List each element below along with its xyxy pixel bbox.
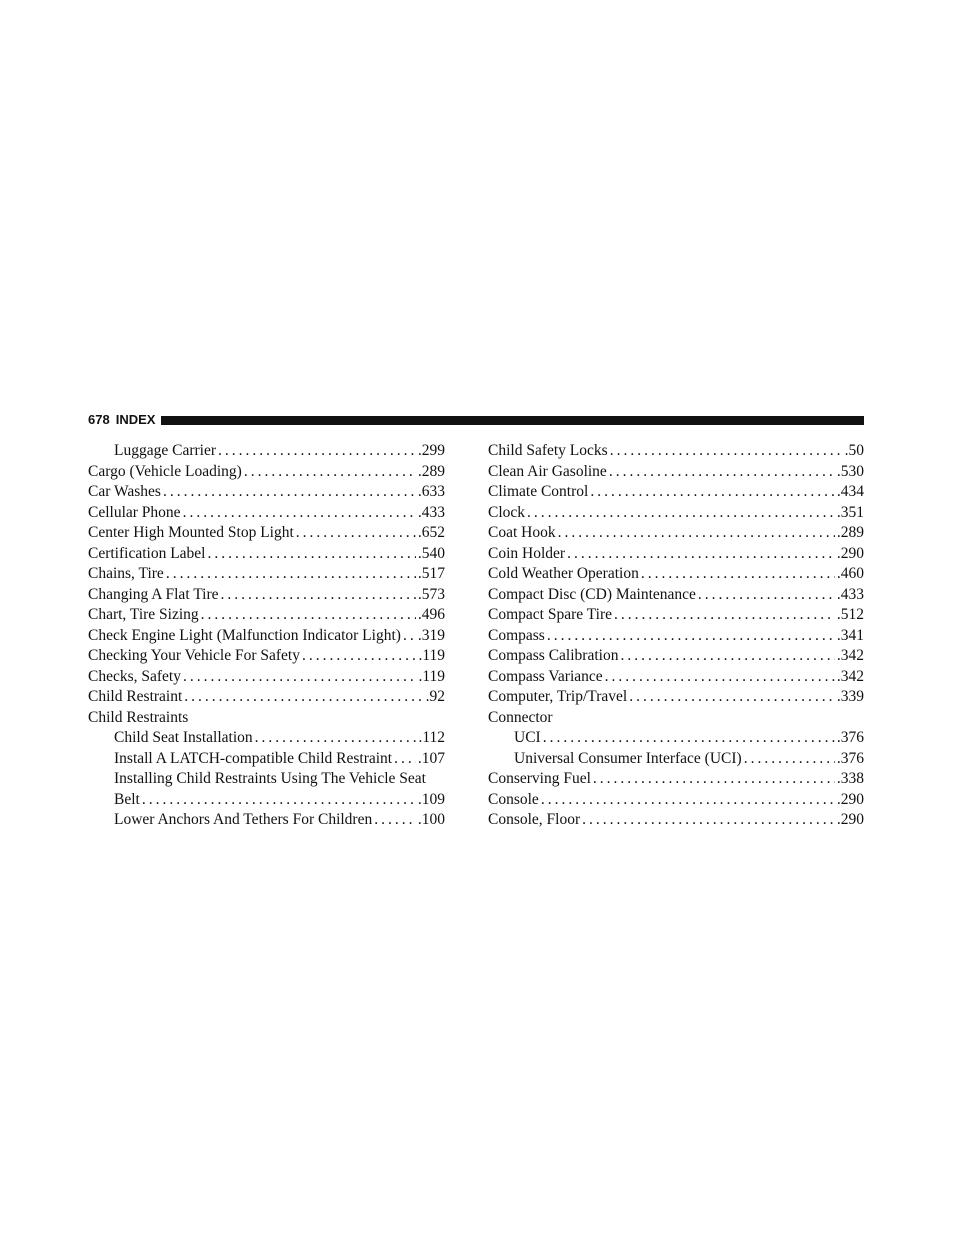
index-entry bbox=[88, 605, 445, 626]
index-entry bbox=[488, 462, 864, 483]
section-title: INDEX bbox=[115, 412, 156, 427]
dot-leader bbox=[394, 749, 416, 770]
index-term: Console bbox=[488, 790, 539, 808]
index-term: Lower Anchors And Tethers For Children bbox=[114, 811, 373, 828]
index-page-ref: .496 bbox=[417, 606, 445, 623]
index-entry bbox=[488, 441, 864, 462]
index-term: Installing Child Restraints Using The Vehicle Seat bbox=[114, 770, 426, 787]
index-entry bbox=[488, 646, 864, 667]
dot-leader bbox=[296, 523, 416, 544]
index-term: Checking Your Vehicle For Safety bbox=[88, 647, 300, 664]
dot-leader bbox=[374, 810, 416, 831]
index-term: Universal Consumer Interface (UCI) bbox=[514, 749, 742, 767]
index-entry bbox=[488, 749, 864, 770]
index-page-ref: .633 bbox=[417, 483, 445, 500]
index-term: UCI bbox=[514, 729, 541, 746]
index-page-ref: .338 bbox=[836, 770, 864, 787]
index-entry bbox=[488, 728, 864, 749]
dot-leader bbox=[527, 503, 835, 524]
index-page-ref: .289 bbox=[836, 524, 864, 541]
index-page-ref: .434 bbox=[836, 483, 864, 500]
index-entry bbox=[88, 749, 445, 770]
index-term: Coat Hook bbox=[488, 524, 556, 541]
index-page-ref: .573 bbox=[417, 585, 445, 603]
index-page-ref: .341 bbox=[836, 626, 864, 644]
index-entry bbox=[488, 708, 864, 729]
index-term: Compact Spare Tire bbox=[488, 606, 612, 623]
index-page-ref: .376 bbox=[836, 749, 864, 767]
dot-leader bbox=[543, 728, 835, 749]
index-entry bbox=[488, 667, 864, 688]
dot-leader bbox=[582, 810, 835, 831]
index-term: Install A LATCH-compatible Child Restraint bbox=[114, 749, 393, 767]
index-entry bbox=[88, 667, 445, 688]
index-entry bbox=[88, 482, 445, 503]
index-term: Child Restraints bbox=[88, 708, 189, 726]
index-page-ref: .107 bbox=[417, 749, 445, 767]
index-page-ref: .530 bbox=[836, 462, 864, 480]
index-entry bbox=[488, 687, 864, 708]
index-term: Compact Disc (CD) Maintenance bbox=[488, 585, 696, 603]
dot-leader bbox=[163, 482, 416, 503]
index-term: Center High Mounted Stop Light bbox=[88, 524, 294, 541]
index-column-left bbox=[88, 441, 445, 831]
index-entry bbox=[88, 503, 445, 524]
index-entry bbox=[488, 503, 864, 524]
index-entry bbox=[88, 544, 445, 565]
index-term: Compass Calibration bbox=[488, 647, 619, 664]
index-entry bbox=[488, 626, 864, 647]
index-page-ref: .433 bbox=[417, 503, 445, 521]
index-page-ref: .540 bbox=[417, 544, 445, 562]
index-page-ref: .290 bbox=[836, 790, 864, 808]
index-term: Changing A Flat Tire bbox=[88, 585, 219, 603]
dot-leader bbox=[641, 564, 835, 585]
index-term: Connector bbox=[488, 708, 553, 726]
index-entry bbox=[88, 646, 445, 667]
dot-leader bbox=[221, 585, 416, 606]
index-entry bbox=[488, 482, 864, 503]
index-entry bbox=[88, 728, 445, 749]
dot-leader bbox=[255, 728, 417, 749]
index-term: Luggage Carrier bbox=[114, 442, 216, 459]
index-page-ref: .289 bbox=[417, 462, 445, 480]
dot-leader bbox=[744, 749, 835, 770]
index-entry bbox=[488, 810, 864, 831]
dot-leader bbox=[218, 441, 416, 462]
dot-leader bbox=[593, 769, 835, 790]
index-term: Computer, Trip/Travel bbox=[488, 688, 628, 705]
dot-leader bbox=[567, 544, 835, 565]
index-entry bbox=[88, 810, 445, 831]
dot-leader bbox=[403, 626, 416, 647]
index-page-ref: .319 bbox=[417, 626, 445, 644]
index-term: Child Seat Installation bbox=[114, 729, 253, 746]
index-page-ref: .376 bbox=[836, 729, 864, 746]
index-page-ref: .112 bbox=[418, 729, 445, 746]
index-entry bbox=[488, 523, 864, 544]
index-term: Cellular Phone bbox=[88, 503, 181, 521]
index-page-ref: .50 bbox=[844, 442, 864, 459]
index-page-ref: .290 bbox=[836, 544, 864, 562]
index-page-ref: .652 bbox=[417, 524, 445, 541]
dot-leader bbox=[244, 462, 416, 483]
index-entry bbox=[488, 790, 864, 811]
index-entry bbox=[488, 585, 864, 606]
index-entry bbox=[88, 687, 445, 708]
index-entry bbox=[88, 564, 445, 585]
index-term: Child Restraint bbox=[88, 688, 183, 705]
dot-leader bbox=[142, 790, 416, 811]
dot-leader bbox=[547, 626, 835, 647]
index-term: Conserving Fuel bbox=[488, 770, 591, 787]
index-entry bbox=[88, 790, 445, 811]
index-term: Belt bbox=[114, 790, 140, 808]
index-entry bbox=[88, 585, 445, 606]
index-term: Console, Floor bbox=[488, 811, 581, 828]
index-term: Clock bbox=[488, 503, 526, 521]
index-column-right bbox=[488, 441, 864, 831]
index-term: Compass Variance bbox=[488, 667, 603, 685]
index-entry bbox=[488, 605, 864, 626]
index-entry bbox=[488, 544, 864, 565]
dot-leader bbox=[302, 646, 416, 667]
index-page-ref: .339 bbox=[836, 688, 864, 705]
index-page-ref: .342 bbox=[836, 647, 864, 664]
index-page-ref: .119 bbox=[418, 667, 445, 685]
index-page-ref: .299 bbox=[417, 442, 445, 459]
dot-leader bbox=[183, 667, 416, 688]
page-number: 678 bbox=[88, 412, 110, 427]
index-entry bbox=[488, 564, 864, 585]
index-term: Car Washes bbox=[88, 483, 161, 500]
dot-leader bbox=[201, 605, 416, 626]
dot-leader bbox=[698, 585, 835, 606]
index-entry bbox=[88, 441, 445, 462]
index-entry bbox=[88, 708, 445, 729]
index-page-ref: .512 bbox=[836, 606, 864, 623]
index-term: Coin Holder bbox=[488, 544, 566, 562]
index-entry bbox=[88, 462, 445, 483]
index-term: Certification Label bbox=[88, 544, 206, 562]
dot-leader bbox=[541, 790, 835, 811]
index-page-ref: .342 bbox=[836, 667, 864, 685]
dot-leader bbox=[614, 605, 835, 626]
dot-leader bbox=[166, 564, 416, 585]
header-rule bbox=[161, 416, 864, 425]
index-term: Check Engine Light (Malfunction Indicator Light) bbox=[88, 626, 401, 644]
index-page-ref: .517 bbox=[417, 565, 445, 582]
dot-leader bbox=[610, 441, 843, 462]
index-page-ref: .92 bbox=[425, 688, 445, 705]
index-page-ref: .109 bbox=[417, 790, 445, 808]
dot-leader bbox=[609, 462, 835, 483]
dot-leader bbox=[605, 667, 835, 688]
index-term: Checks, Safety bbox=[88, 667, 181, 685]
index-page-ref: .351 bbox=[836, 503, 864, 521]
index-term: Cargo (Vehicle Loading) bbox=[88, 462, 242, 480]
index-term: Compass bbox=[488, 626, 545, 644]
index-page-ref: .460 bbox=[836, 565, 864, 582]
index-page-ref: .119 bbox=[418, 647, 445, 664]
dot-leader bbox=[590, 482, 835, 503]
index-term: Child Safety Locks bbox=[488, 442, 608, 459]
index-page-ref: .100 bbox=[417, 811, 445, 828]
dot-leader bbox=[208, 544, 416, 565]
index-entry bbox=[488, 769, 864, 790]
index-page-ref: .433 bbox=[836, 585, 864, 603]
index-term: Cold Weather Operation bbox=[488, 565, 639, 582]
index-term: Chains, Tire bbox=[88, 565, 164, 582]
dot-leader bbox=[629, 687, 835, 708]
index-term: Climate Control bbox=[488, 483, 589, 500]
index-entry bbox=[88, 769, 445, 790]
index-entry bbox=[88, 626, 445, 647]
index-entry bbox=[88, 523, 445, 544]
index-page-ref: .290 bbox=[836, 811, 864, 828]
index-term: Clean Air Gasoline bbox=[488, 462, 607, 480]
dot-leader bbox=[620, 646, 834, 667]
index-term: Chart, Tire Sizing bbox=[88, 606, 199, 623]
dot-leader bbox=[558, 523, 835, 544]
dot-leader bbox=[184, 687, 423, 708]
dot-leader bbox=[183, 503, 416, 524]
page-header bbox=[88, 412, 864, 428]
